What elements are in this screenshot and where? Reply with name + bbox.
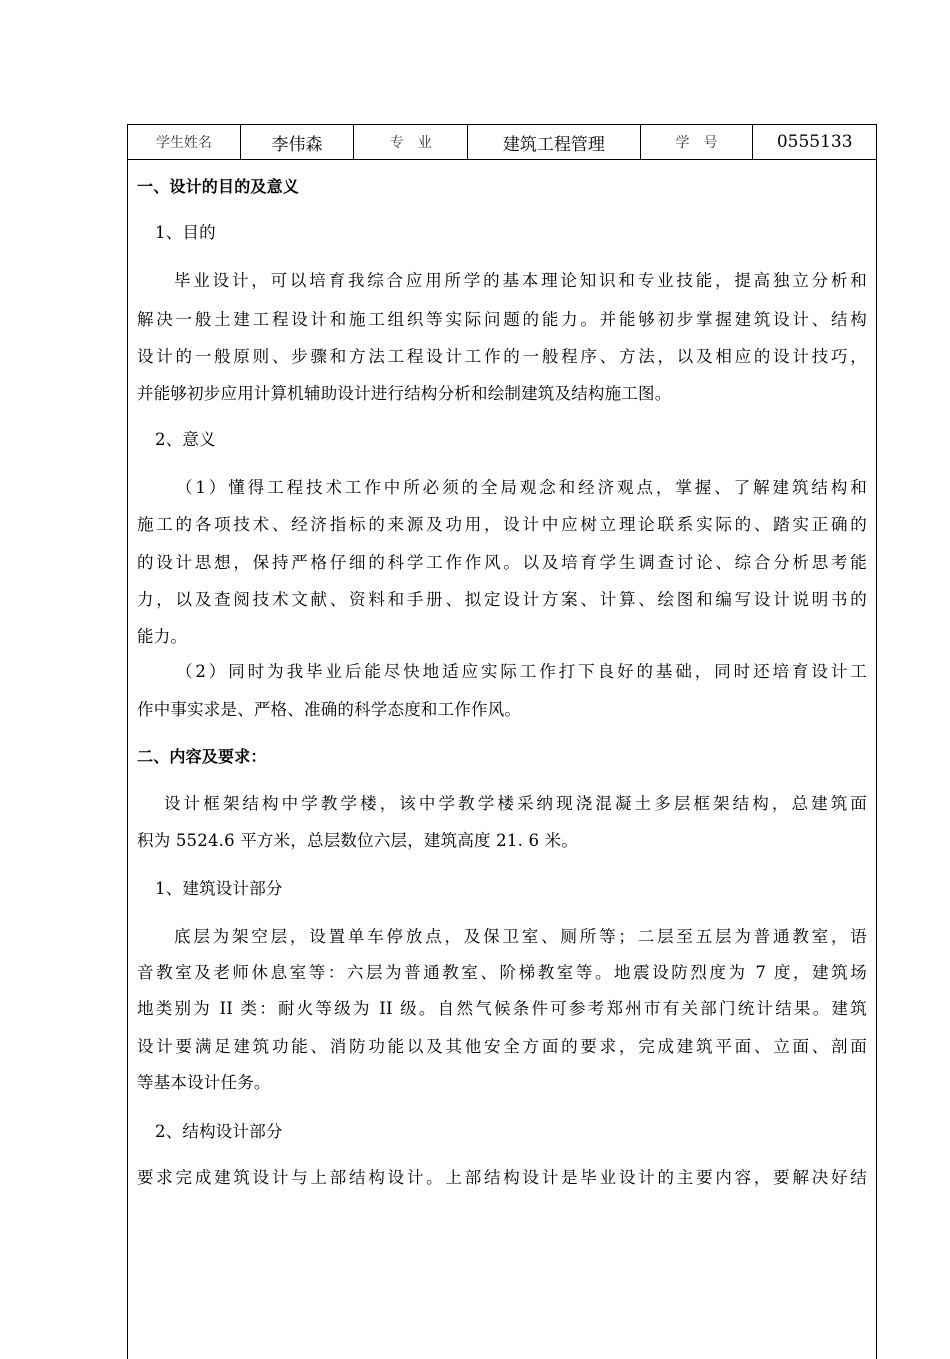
sub1-title: 1、目的 (155, 223, 216, 242)
meaning2-line: （2）同时为我毕业后能尽快地适应实际工作打下良好的基础，同时还培育设计工 (176, 662, 867, 681)
meaning1-line: 的设计思想，保持严格仔细的科学工作作风。以及培育学生调查讨论、综合分析思考能 (137, 553, 867, 572)
meaning1-line: 能力。 (137, 627, 188, 646)
section1-title: 一、设计的目的及意义 (137, 177, 300, 196)
meaning1-line: 施工的各项技术、经济指标的来源及功用，设计中应树立理论联系实际的、踏实正确的 (137, 515, 867, 534)
meaning1-line: 力，以及查阅技术文献、资料和手册、拟定设计方案、计算、绘图和编写设计说明书的 (137, 590, 867, 609)
struct-line: 要求完成建筑设计与上部结构设计。上部结构设计是毕业设计的主要内容，要解决好结 (137, 1168, 867, 1187)
intro-line: 积为 5524.6 平方米，总层数位六层，建筑高度 21. 6 米。 (137, 831, 578, 850)
purpose-line: 并能够初步应用计算机辅助设计进行结构分析和绘制建筑及结构施工图。 (137, 384, 672, 403)
arch-title: 1、建筑设计部分 (155, 879, 283, 898)
sub2-title: 2、意义 (155, 430, 216, 449)
arch-line: 设计要满足建筑功能、消防功能以及其他安全方面的要求，完成建筑平面、立面、剖面 (137, 1037, 867, 1056)
arch-line: 地类别为 II 类：耐火等级为 II 级。自然气候条件可参考郑州市有关部门统计结果。建筑 (137, 999, 867, 1018)
purpose-line: 毕业设计，可以培育我综合应用所学的基本理论知识和专业技能，提高独立分析和 (174, 271, 867, 290)
arch-line: 等基本设计任务。 (137, 1073, 271, 1092)
meaning1-line: （1）懂得工程技术工作中所必须的全局观念和经济观点，掌握、了解建筑结构和 (176, 478, 867, 497)
arch-line: 底层为架空层，设置单车停放点，及保卫室、厕所等；二层至五层为普通教室，语 (174, 927, 867, 946)
major-label: 专 业 (354, 125, 468, 159)
purpose-line: 解决一般土建工程设计和施工组织等实际问题的能力。并能够初步掌握建筑设计、结构 (137, 310, 867, 329)
name-value: 李伟森 (241, 125, 355, 159)
id-label: 学 号 (641, 125, 754, 159)
name-label: 学生姓名 (128, 125, 241, 159)
student-info-row (127, 124, 877, 160)
arch-line: 音教室及老师休息室等：六层为普通教室、阶梯教室等。地震设防烈度为 7 度，建筑场 (137, 963, 867, 982)
struct-title: 2、结构设计部分 (155, 1122, 283, 1141)
section2-title: 二、内容及要求： (137, 747, 267, 766)
intro-line: 设计框架结构中学教学楼，该中学教学楼采纳现浇混凝土多层框架结构，总建筑面 (164, 794, 867, 813)
major-value: 建筑工程管理 (468, 125, 641, 159)
meaning2-line: 作中事实求是、严格、准确的科学态度和工作作风。 (137, 700, 522, 719)
id-value: 0555133 (776, 132, 853, 152)
purpose-line: 设计的一般原则、步骤和方法工程设计工作的一般程序、方法，以及相应的设计技巧， (137, 347, 867, 366)
